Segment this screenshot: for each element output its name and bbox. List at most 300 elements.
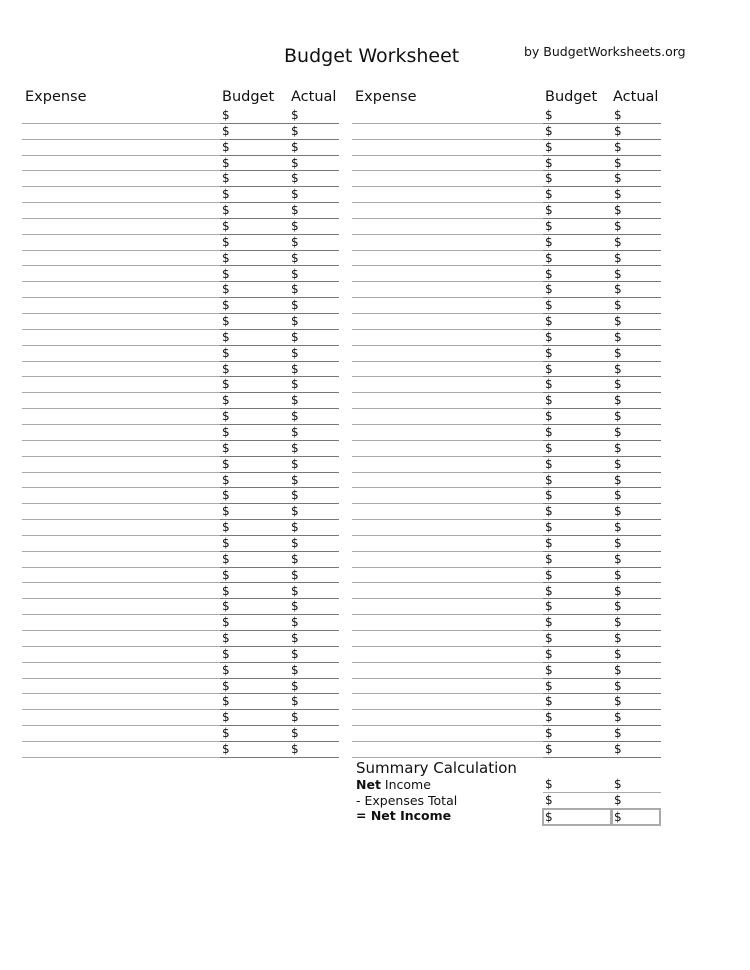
- expense-name-field[interactable]: [352, 679, 541, 693]
- right-table-row: [352, 488, 661, 504]
- budget-amount-field[interactable]: $: [545, 488, 553, 503]
- actual-amount-field[interactable]: $: [291, 456, 299, 471]
- budget-amount-field[interactable]: $: [222, 472, 230, 487]
- expense-name-field[interactable]: [22, 314, 218, 328]
- budget-amount-field[interactable]: $: [222, 234, 230, 249]
- actual-amount-field[interactable]: $: [614, 646, 622, 661]
- expense-name-field[interactable]: [352, 457, 541, 471]
- actual-amount-field[interactable]: $: [614, 520, 622, 535]
- budget-amount-field[interactable]: $: [222, 329, 230, 344]
- expenses-total-budget-field[interactable]: $: [545, 793, 553, 807]
- expense-name-field[interactable]: [352, 488, 541, 502]
- budget-amount-field[interactable]: $: [545, 425, 553, 439]
- budget-amount-field[interactable]: $: [545, 710, 553, 725]
- expense-name-field[interactable]: [22, 584, 218, 598]
- budget-amount-field[interactable]: $: [545, 726, 553, 741]
- expense-name-field[interactable]: [22, 203, 218, 217]
- left-table-row: [22, 282, 339, 298]
- left-table-row: [22, 251, 339, 267]
- budget-amount-field[interactable]: $: [222, 742, 230, 756]
- actual-amount-field[interactable]: $: [291, 155, 299, 170]
- net-income-row: [543, 777, 661, 793]
- right-table-row: [352, 552, 661, 568]
- left-table-row: [22, 314, 339, 330]
- expense-name-field[interactable]: [352, 203, 541, 217]
- budget-amount-field[interactable]: $: [545, 662, 553, 677]
- actual-amount-field[interactable]: $: [614, 409, 622, 424]
- expense-name-field[interactable]: [22, 631, 218, 645]
- right-table-row: [352, 584, 661, 600]
- expense-name-field[interactable]: [22, 710, 218, 724]
- budget-amount-field[interactable]: $: [222, 662, 230, 677]
- budget-amount-field[interactable]: $: [222, 567, 230, 582]
- expense-name-field[interactable]: [22, 520, 218, 534]
- actual-amount-field[interactable]: $: [291, 187, 299, 202]
- budget-amount-field[interactable]: $: [222, 488, 230, 503]
- actual-amount-field[interactable]: $: [614, 631, 622, 646]
- budget-amount-field[interactable]: $: [222, 377, 230, 392]
- expense-name-field[interactable]: [352, 108, 541, 122]
- actual-amount-field[interactable]: $: [614, 710, 622, 725]
- right-table-row: [352, 346, 661, 362]
- budget-amount-field[interactable]: $: [222, 393, 230, 408]
- left-table-row: [22, 520, 339, 536]
- budget-amount-field[interactable]: $: [545, 631, 553, 646]
- right-table-row: [352, 694, 661, 710]
- actual-amount-field[interactable]: $: [614, 345, 622, 360]
- actual-amount-field[interactable]: $: [614, 599, 622, 614]
- expense-name-field[interactable]: [352, 742, 541, 756]
- actual-amount-field[interactable]: $: [291, 234, 299, 249]
- actual-amount-field[interactable]: $: [614, 266, 622, 281]
- expense-name-field[interactable]: [352, 710, 541, 724]
- actual-amount-field[interactable]: $: [614, 567, 622, 582]
- budget-amount-field[interactable]: $: [222, 425, 230, 439]
- expense-name-field[interactable]: [352, 409, 541, 423]
- expense-name-field[interactable]: [22, 346, 218, 360]
- budget-amount-field[interactable]: $: [545, 393, 553, 408]
- expense-name-field[interactable]: [22, 171, 218, 185]
- budget-amount-field[interactable]: $: [222, 218, 230, 233]
- actual-amount-field[interactable]: $: [614, 662, 622, 677]
- actual-amount-field[interactable]: $: [614, 393, 622, 408]
- left-table-row: [22, 362, 339, 378]
- expense-name-field[interactable]: [22, 124, 218, 138]
- actual-amount-field[interactable]: $: [614, 456, 622, 471]
- budget-amount-field[interactable]: $: [222, 314, 230, 329]
- actual-amount-field[interactable]: $: [291, 250, 299, 265]
- right-table-row: [352, 156, 661, 172]
- actual-amount-field[interactable]: $: [291, 599, 299, 614]
- summary-title: Summary Calculation: [356, 759, 517, 777]
- actual-amount-field[interactable]: $: [291, 646, 299, 661]
- actual-amount-field[interactable]: $: [614, 488, 622, 503]
- actual-amount-field[interactable]: $: [614, 155, 622, 170]
- actual-amount-field[interactable]: $: [614, 583, 622, 598]
- right-table-row: [352, 330, 661, 346]
- right-table-row: [352, 298, 661, 314]
- expense-name-field[interactable]: [352, 267, 541, 281]
- left-table-row: [22, 124, 339, 140]
- actual-amount-field[interactable]: $: [614, 108, 622, 122]
- expense-name-field[interactable]: [352, 504, 541, 518]
- budget-amount-field[interactable]: $: [545, 234, 553, 249]
- actual-amount-field[interactable]: $: [291, 520, 299, 535]
- expense-name-field[interactable]: [352, 584, 541, 598]
- budget-amount-field[interactable]: $: [222, 631, 230, 646]
- expense-name-field[interactable]: [22, 156, 218, 170]
- actual-amount-field[interactable]: $: [291, 282, 299, 297]
- budget-amount-field[interactable]: $: [222, 345, 230, 360]
- left-table-row: [22, 425, 339, 441]
- right-table-row: [352, 504, 661, 520]
- left-table-row: [22, 457, 339, 473]
- actual-amount-field[interactable]: $: [291, 488, 299, 503]
- budget-amount-field[interactable]: $: [222, 282, 230, 297]
- actual-amount-field[interactable]: $: [614, 361, 622, 376]
- actual-amount-field[interactable]: $: [291, 409, 299, 424]
- budget-amount-field[interactable]: $: [222, 298, 230, 313]
- expense-name-field[interactable]: [22, 187, 218, 201]
- left-table-row: [22, 140, 339, 156]
- budget-amount-field[interactable]: $: [222, 535, 230, 550]
- budget-amount-field[interactable]: $: [545, 298, 553, 313]
- right-table-row: [352, 377, 661, 393]
- actual-amount-field[interactable]: $: [614, 377, 622, 392]
- expense-name-field[interactable]: [352, 631, 541, 645]
- left-table-row: [22, 346, 339, 362]
- expense-name-field[interactable]: [352, 552, 541, 566]
- expense-name-field[interactable]: [352, 441, 541, 455]
- right-table-row: [352, 187, 661, 203]
- expense-name-field[interactable]: [22, 251, 218, 265]
- budget-amount-field[interactable]: $: [222, 678, 230, 693]
- expense-name-field[interactable]: [352, 124, 541, 138]
- budget-amount-field[interactable]: $: [545, 742, 553, 756]
- actual-amount-field[interactable]: $: [614, 726, 622, 741]
- expense-name-field[interactable]: [22, 615, 218, 629]
- left-table-row: [22, 267, 339, 283]
- actual-amount-field[interactable]: $: [614, 298, 622, 313]
- actual-amount-field[interactable]: $: [614, 203, 622, 218]
- expense-name-field[interactable]: [22, 108, 218, 122]
- actual-amount-field[interactable]: $: [291, 266, 299, 281]
- actual-amount-field[interactable]: $: [291, 710, 299, 725]
- budget-amount-field[interactable]: $: [545, 155, 553, 170]
- right-budget-header: Budget: [545, 89, 598, 105]
- expense-name-field[interactable]: [22, 409, 218, 423]
- actual-amount-field[interactable]: $: [291, 472, 299, 487]
- actual-amount-field[interactable]: $: [291, 108, 299, 122]
- actual-amount-field[interactable]: $: [291, 393, 299, 408]
- actual-amount-field[interactable]: $: [291, 361, 299, 376]
- left-table-row: [22, 187, 339, 203]
- budget-amount-field[interactable]: $: [222, 266, 230, 281]
- budget-amount-field[interactable]: $: [545, 171, 553, 186]
- budget-amount-field[interactable]: $: [545, 472, 553, 487]
- actual-amount-field[interactable]: $: [291, 567, 299, 582]
- right-table-row: [352, 393, 661, 409]
- net-income-result-actual-field[interactable]: $: [611, 808, 661, 826]
- expense-name-field[interactable]: [352, 251, 541, 265]
- actual-amount-field[interactable]: $: [291, 662, 299, 677]
- budget-amount-field[interactable]: $: [545, 314, 553, 329]
- budget-amount-field[interactable]: $: [222, 250, 230, 265]
- expense-name-field[interactable]: [22, 599, 218, 613]
- expense-name-field[interactable]: [22, 393, 218, 407]
- actual-amount-field[interactable]: $: [614, 472, 622, 487]
- budget-amount-field[interactable]: $: [222, 599, 230, 614]
- actual-amount-field[interactable]: $: [614, 329, 622, 344]
- budget-amount-field[interactable]: $: [545, 203, 553, 218]
- expense-name-field[interactable]: [352, 219, 541, 233]
- budget-amount-field[interactable]: $: [545, 377, 553, 392]
- budget-amount-field[interactable]: $: [545, 646, 553, 661]
- expense-name-field[interactable]: [352, 235, 541, 249]
- expense-name-field[interactable]: [22, 298, 218, 312]
- expense-name-field[interactable]: [22, 235, 218, 249]
- budget-amount-field[interactable]: $: [545, 567, 553, 582]
- expense-name-field[interactable]: [352, 599, 541, 613]
- budget-amount-field[interactable]: $: [545, 345, 553, 360]
- expense-name-field[interactable]: [22, 536, 218, 550]
- right-table-row: [352, 599, 661, 615]
- actual-amount-field[interactable]: $: [291, 171, 299, 186]
- net-income-result-label: = Net Income: [356, 808, 452, 823]
- budget-amount-field[interactable]: $: [222, 203, 230, 218]
- actual-amount-field[interactable]: $: [291, 203, 299, 218]
- expense-name-field[interactable]: [22, 377, 218, 391]
- actual-amount-field[interactable]: $: [614, 535, 622, 550]
- expense-name-field[interactable]: [352, 187, 541, 201]
- expense-name-field[interactable]: [22, 425, 218, 439]
- budget-amount-field[interactable]: $: [222, 440, 230, 455]
- left-table-row: [22, 631, 339, 647]
- expense-name-field[interactable]: [22, 330, 218, 344]
- expense-name-field[interactable]: [352, 726, 541, 740]
- expenses-total-actual-field[interactable]: $: [614, 793, 622, 807]
- actual-amount-field[interactable]: $: [614, 218, 622, 233]
- budget-amount-field[interactable]: $: [222, 520, 230, 535]
- actual-amount-field[interactable]: $: [614, 314, 622, 329]
- budget-amount-field[interactable]: $: [222, 123, 230, 138]
- budget-amount-field[interactable]: $: [222, 187, 230, 202]
- actual-amount-field[interactable]: $: [614, 123, 622, 138]
- budget-amount-field[interactable]: $: [222, 726, 230, 741]
- right-table-row: [352, 203, 661, 219]
- budget-amount-field[interactable]: $: [545, 520, 553, 535]
- expense-name-field[interactable]: [352, 536, 541, 550]
- expense-name-field[interactable]: [352, 393, 541, 407]
- actual-amount-field[interactable]: $: [614, 694, 622, 709]
- left-table-row: [22, 393, 339, 409]
- expense-name-field[interactable]: [22, 568, 218, 582]
- budget-amount-field[interactable]: $: [222, 710, 230, 725]
- budget-amount-field[interactable]: $: [222, 361, 230, 376]
- budget-amount-field[interactable]: $: [545, 218, 553, 233]
- expense-name-field[interactable]: [22, 726, 218, 740]
- budget-amount-field[interactable]: $: [545, 440, 553, 455]
- actual-amount-field[interactable]: $: [291, 551, 299, 566]
- actual-amount-field[interactable]: $: [291, 298, 299, 313]
- budget-amount-field[interactable]: $: [222, 551, 230, 566]
- actual-amount-field[interactable]: $: [291, 425, 299, 439]
- actual-amount-field[interactable]: $: [291, 218, 299, 233]
- expense-name-field[interactable]: [352, 568, 541, 582]
- expense-name-field[interactable]: [352, 377, 541, 391]
- actual-amount-field[interactable]: $: [614, 234, 622, 249]
- budget-amount-field[interactable]: $: [545, 123, 553, 138]
- actual-amount-field[interactable]: $: [614, 742, 622, 756]
- budget-amount-field[interactable]: $: [545, 599, 553, 614]
- left-table-row: [22, 552, 339, 568]
- net-bold: Net: [356, 777, 381, 792]
- expense-name-field[interactable]: [352, 520, 541, 534]
- actual-amount-field[interactable]: $: [614, 504, 622, 519]
- expense-name-field[interactable]: [352, 140, 541, 154]
- right-table-row: [352, 251, 661, 267]
- expense-name-field[interactable]: [352, 473, 541, 487]
- expense-name-field[interactable]: [22, 473, 218, 487]
- actual-amount-field[interactable]: $: [291, 329, 299, 344]
- right-table-row: [352, 314, 661, 330]
- actual-amount-field[interactable]: $: [291, 615, 299, 630]
- expense-name-field[interactable]: [352, 663, 541, 677]
- expense-name-field[interactable]: [22, 663, 218, 677]
- budget-amount-field[interactable]: $: [222, 583, 230, 598]
- actual-amount-field[interactable]: $: [291, 694, 299, 709]
- expense-name-field[interactable]: [22, 457, 218, 471]
- actual-amount-field[interactable]: $: [291, 377, 299, 392]
- net-income-actual-field[interactable]: $: [614, 777, 622, 791]
- right-table-row: [352, 520, 661, 536]
- expense-name-field[interactable]: [352, 647, 541, 661]
- expense-name-field[interactable]: [22, 694, 218, 708]
- expense-name-field[interactable]: [352, 346, 541, 360]
- actual-amount-field[interactable]: $: [291, 742, 299, 756]
- budget-amount-field[interactable]: $: [545, 139, 553, 154]
- expenses-total-row: [543, 793, 661, 809]
- expense-name-field[interactable]: [352, 298, 541, 312]
- budget-amount-field[interactable]: $: [545, 409, 553, 424]
- actual-amount-field[interactable]: $: [614, 551, 622, 566]
- expense-name-field[interactable]: [22, 282, 218, 296]
- budget-amount-field[interactable]: $: [545, 361, 553, 376]
- budget-amount-field[interactable]: $: [222, 409, 230, 424]
- expense-name-field[interactable]: [352, 615, 541, 629]
- expense-name-field[interactable]: [22, 267, 218, 281]
- budget-amount-field[interactable]: $: [545, 250, 553, 265]
- expense-name-field[interactable]: [352, 314, 541, 328]
- left-table-row: [22, 742, 339, 758]
- actual-amount-field[interactable]: $: [614, 282, 622, 297]
- budget-amount-field[interactable]: $: [545, 504, 553, 519]
- budget-amount-field[interactable]: $: [222, 504, 230, 519]
- left-table-row: [22, 647, 339, 663]
- expense-name-field[interactable]: [22, 362, 218, 376]
- expense-name-field[interactable]: [352, 171, 541, 185]
- expense-name-field[interactable]: [22, 679, 218, 693]
- budget-amount-field[interactable]: $: [545, 108, 553, 122]
- budget-amount-field[interactable]: $: [545, 329, 553, 344]
- actual-amount-field[interactable]: $: [291, 583, 299, 598]
- actual-amount-field[interactable]: $: [614, 139, 622, 154]
- actual-amount-field[interactable]: $: [291, 345, 299, 360]
- budget-amount-field[interactable]: $: [545, 187, 553, 202]
- left-table-row: [22, 599, 339, 615]
- actual-amount-field[interactable]: $: [614, 425, 622, 439]
- budget-amount-field[interactable]: $: [222, 108, 230, 122]
- left-table-row: [22, 584, 339, 600]
- expense-name-field[interactable]: [352, 156, 541, 170]
- expense-name-field[interactable]: [22, 441, 218, 455]
- actual-amount-field[interactable]: $: [291, 678, 299, 693]
- actual-amount-field[interactable]: $: [614, 171, 622, 186]
- expense-name-field[interactable]: [22, 647, 218, 661]
- expense-name-field[interactable]: [22, 219, 218, 233]
- budget-amount-field[interactable]: $: [222, 456, 230, 471]
- budget-amount-field[interactable]: $: [545, 615, 553, 630]
- budget-amount-field[interactable]: $: [222, 171, 230, 186]
- expense-name-field[interactable]: [352, 694, 541, 708]
- expense-name-field[interactable]: [22, 504, 218, 518]
- budget-amount-field[interactable]: $: [222, 155, 230, 170]
- expense-name-field[interactable]: [22, 742, 218, 756]
- budget-amount-field[interactable]: $: [545, 282, 553, 297]
- budget-amount-field[interactable]: $: [545, 535, 553, 550]
- expense-name-field[interactable]: [22, 488, 218, 502]
- actual-amount-field[interactable]: $: [291, 314, 299, 329]
- budget-amount-field[interactable]: $: [545, 678, 553, 693]
- actual-amount-field[interactable]: $: [291, 631, 299, 646]
- expense-name-field[interactable]: [352, 282, 541, 296]
- expense-name-field[interactable]: [22, 140, 218, 154]
- actual-amount-field[interactable]: $: [291, 535, 299, 550]
- actual-amount-field[interactable]: $: [291, 726, 299, 741]
- budget-amount-field[interactable]: $: [545, 583, 553, 598]
- budget-amount-field[interactable]: $: [545, 266, 553, 281]
- expense-name-field[interactable]: [352, 425, 541, 439]
- expense-name-field[interactable]: [352, 362, 541, 376]
- actual-amount-field[interactable]: $: [614, 250, 622, 265]
- actual-amount-field[interactable]: $: [614, 678, 622, 693]
- actual-amount-field[interactable]: $: [291, 139, 299, 154]
- left-table-row: [22, 377, 339, 393]
- expense-name-field[interactable]: [352, 330, 541, 344]
- actual-amount-field[interactable]: $: [614, 187, 622, 202]
- actual-amount-field[interactable]: $: [291, 123, 299, 138]
- actual-amount-field[interactable]: $: [291, 440, 299, 455]
- budget-amount-field[interactable]: $: [545, 694, 553, 709]
- right-table-row: [352, 726, 661, 742]
- budget-amount-field[interactable]: $: [222, 694, 230, 709]
- budget-amount-field[interactable]: $: [222, 139, 230, 154]
- budget-amount-field[interactable]: $: [545, 456, 553, 471]
- budget-amount-field[interactable]: $: [222, 615, 230, 630]
- budget-amount-field[interactable]: $: [222, 646, 230, 661]
- amount-underline: [220, 757, 339, 758]
- net-income-result-budget-field[interactable]: $: [542, 808, 612, 826]
- expense-name-field[interactable]: [22, 552, 218, 566]
- net-income-budget-field[interactable]: $: [545, 777, 553, 791]
- actual-amount-field[interactable]: $: [291, 504, 299, 519]
- left-table-row: [22, 108, 339, 124]
- budget-amount-field[interactable]: $: [545, 551, 553, 566]
- left-budget-header: Budget: [222, 89, 275, 105]
- actual-amount-field[interactable]: $: [614, 615, 622, 630]
- actual-amount-field[interactable]: $: [614, 440, 622, 455]
- right-table-row: [352, 235, 661, 251]
